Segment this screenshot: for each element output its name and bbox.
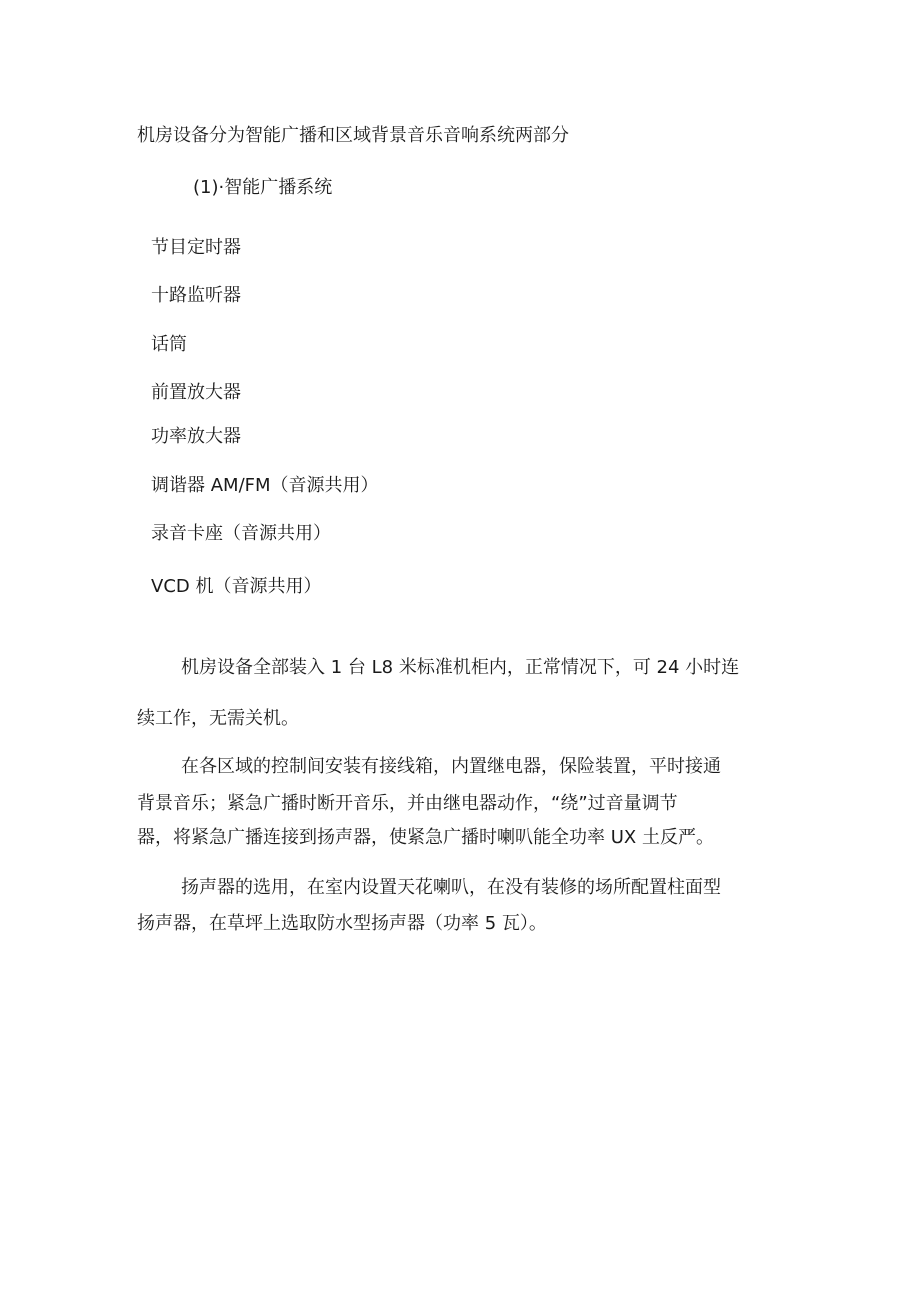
equipment-item: 话筒 (151, 334, 187, 355)
paragraph-line: 扬声器的选用，在室内设置天花喇叭，在没有装修的场所配置柱面型 (181, 877, 721, 898)
paragraph-line: 续工作，无需关机。 (137, 708, 299, 729)
equipment-item: VCD 机（音源共用） (151, 576, 322, 597)
section-heading: (1)·智能广播系统 (193, 177, 333, 198)
intro-text: 机房设备分为智能广播和区域背景音乐音响系统两部分 (137, 125, 569, 146)
paragraph-line: 机房设备全部装入 1 台 L8 米标准机柜内，正常情况下，可 24 小时连 (181, 657, 740, 678)
paragraph-line: 背景音乐；紧急广播时断开音乐，并由继电器动作，“绕”过音量调节 (137, 793, 678, 814)
paragraph-line: 在各区域的控制间安装有接线箱，内置继电器，保险装置，平时接通 (181, 756, 721, 777)
paragraph-line: 器，将紧急广播连接到扬声器，使紧急广播时喇叭能全功率 UX 土反严。 (137, 827, 714, 848)
equipment-item: 前置放大器 (151, 382, 241, 403)
paragraph-line: 扬声器，在草坪上选取防水型扬声器（功率 5 瓦）。 (137, 913, 547, 934)
equipment-item: 节目定时器 (151, 237, 241, 258)
equipment-item: 调谐器 AM∕FM（音源共用） (151, 475, 379, 496)
equipment-item: 录音卡座（音源共用） (151, 523, 331, 544)
equipment-item: 十路监听器 (151, 285, 241, 306)
equipment-item: 功率放大器 (151, 426, 241, 447)
